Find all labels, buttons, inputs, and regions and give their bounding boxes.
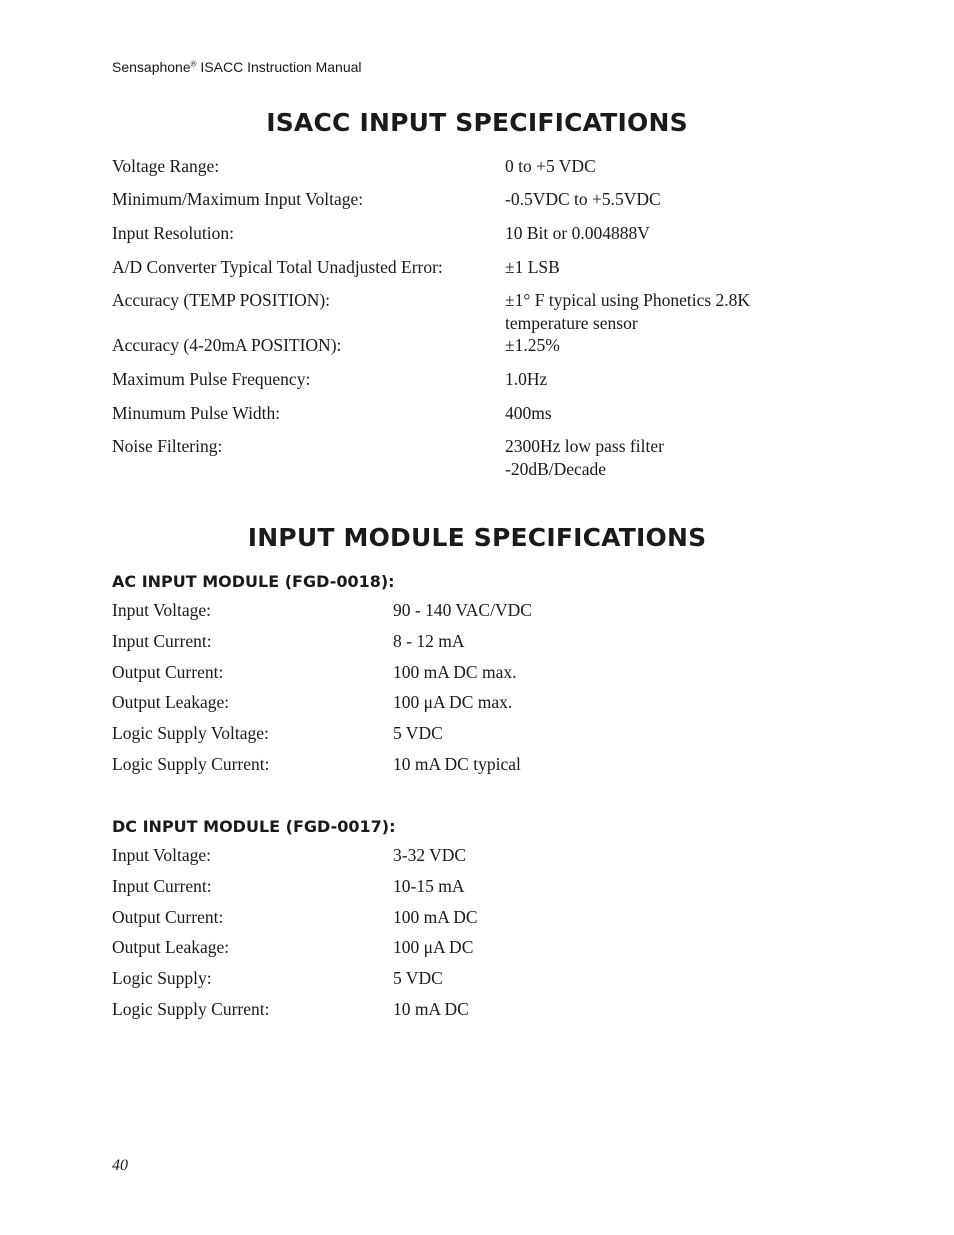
spec-value: 5 VDC bbox=[393, 968, 443, 988]
spec-label: Output Leakage: bbox=[112, 692, 230, 712]
running-header bbox=[112, 59, 362, 75]
spec-label: Input Voltage: bbox=[112, 600, 212, 620]
spec-label: Logic Supply Current: bbox=[112, 999, 270, 1019]
spec-value: 100 μA DC bbox=[393, 937, 474, 957]
spec-value: 1.0Hz bbox=[505, 369, 548, 389]
isacc-input-specs-title: ISACC INPUT SPECIFICATIONS bbox=[266, 108, 688, 137]
spec-label: Output Current: bbox=[112, 662, 224, 682]
spec-label: Voltage Range: bbox=[112, 156, 220, 176]
spec-value: 2300Hz low pass filter bbox=[505, 436, 664, 456]
spec-value: 90 - 140 VAC/VDC bbox=[393, 600, 532, 620]
spec-label: Minimum/Maximum Input Voltage: bbox=[112, 189, 364, 209]
spec-label: Output Current: bbox=[112, 907, 224, 927]
spec-label: Accuracy (4-20mA POSITION): bbox=[112, 335, 342, 355]
spec-label: Logic Supply Current: bbox=[112, 754, 270, 774]
spec-value: 3-32 VDC bbox=[393, 845, 467, 865]
dc-module-heading: DC INPUT MODULE (FGD-0017): bbox=[112, 817, 396, 836]
spec-label: Input Current: bbox=[112, 876, 212, 896]
ac-module-heading: AC INPUT MODULE (FGD-0018): bbox=[112, 572, 395, 591]
spec-label: Minumum Pulse Width: bbox=[112, 403, 281, 423]
spec-value: 100 mA DC bbox=[393, 907, 478, 927]
spec-label: Output Leakage: bbox=[112, 937, 230, 957]
spec-label: Input Current: bbox=[112, 631, 212, 651]
spec-label: A/D Converter Typical Total Unadjusted Error: bbox=[112, 257, 443, 277]
spec-label: Logic Supply: bbox=[112, 968, 212, 988]
spec-value: 5 VDC bbox=[393, 723, 443, 743]
spec-value: ±1° F typical using Phonetics 2.8K bbox=[505, 290, 751, 310]
spec-value: 10 mA DC bbox=[393, 999, 469, 1019]
input-module-specs-title: INPUT MODULE SPECIFICATIONS bbox=[247, 523, 707, 552]
spec-value: 8 - 12 mA bbox=[393, 631, 465, 651]
spec-value: 10-15 mA bbox=[393, 876, 465, 896]
spec-value: 10 Bit or 0.004888V bbox=[505, 223, 650, 243]
spec-value-continued: -20dB/Decade bbox=[505, 459, 607, 479]
spec-value: 0 to +5 VDC bbox=[505, 156, 596, 176]
spec-value: 10 mA DC typical bbox=[393, 754, 521, 774]
spec-label: Logic Supply Voltage: bbox=[112, 723, 269, 743]
page-number: 40 bbox=[112, 1157, 128, 1174]
spec-label: Accuracy (TEMP POSITION): bbox=[112, 290, 331, 310]
registered-mark: ® bbox=[190, 59, 197, 69]
spec-value: 100 μA DC max. bbox=[393, 692, 513, 712]
spec-label: Input Voltage: bbox=[112, 845, 212, 865]
spec-value: -0.5VDC to +5.5VDC bbox=[505, 189, 661, 209]
spec-value: 100 mA DC max. bbox=[393, 662, 517, 682]
spec-value: ±1.25% bbox=[505, 335, 560, 355]
header-brand: Sensaphone bbox=[112, 59, 191, 75]
spec-label: Noise Filtering: bbox=[112, 436, 223, 456]
spec-value-continued: temperature sensor bbox=[505, 313, 638, 333]
header-title: ISACC Instruction Manual bbox=[196, 59, 362, 75]
spec-label: Maximum Pulse Frequency: bbox=[112, 369, 311, 389]
spec-value: ±1 LSB bbox=[505, 257, 560, 277]
spec-label: Input Resolution: bbox=[112, 223, 235, 243]
spec-value: 400ms bbox=[505, 403, 552, 423]
